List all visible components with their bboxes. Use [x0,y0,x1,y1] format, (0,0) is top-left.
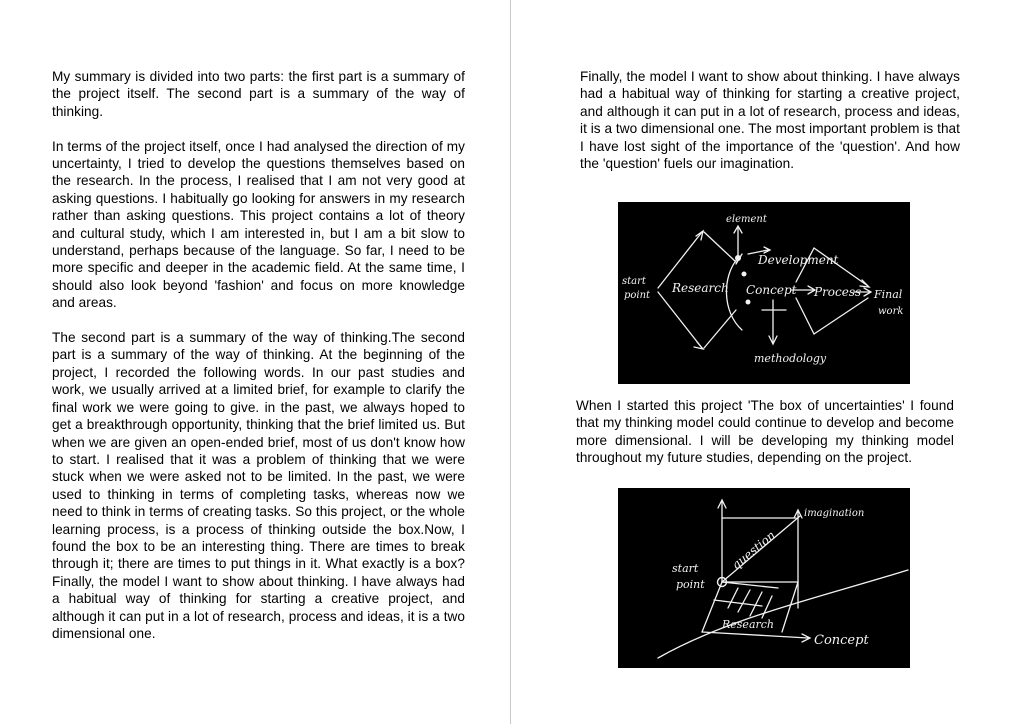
right-page-text-top [580,68,960,190]
right-page [512,0,1024,724]
sketch-2-start-label: start [672,562,699,575]
sketch-1-element-label: element [726,214,767,225]
left-page [0,0,511,724]
sketch-1-process-label: Process [814,285,862,299]
sketch-2-research-label: Research [722,618,775,631]
sketch-1-research-label: Research [672,281,729,295]
left-page-text [52,68,465,660]
paragraph-summary-intro: My summary is divided into two parts: the first part is a summary of the project itself. The second part is a summary of the way of thinking. [52,69,465,119]
sketch-1-methodology-label: methodology [754,352,827,365]
paragraph-thinking-model: Finally, the model I want to show about thinking. I have always had a habitual way of thinking for starting a creative project, and although it can put in a lot of research, process and ideas, it is a two dimensional one. The most important problem is that I have lost sight of the importance of the 'question'. And how the 'question' fuels our imagination. [580,69,960,172]
sketch-1-concept-label: Concept [746,283,797,297]
sketch-1-final-label: Final [874,288,903,301]
paragraph-box-of-uncertainties: When I started this project 'The box of uncertainties' I found that my thinking model could continue to develop and become more dimensional. I will be developing my thinking model throughout my future studies, depending on the project. [576,398,954,466]
sketch-1-drawing [618,202,910,384]
sketch-1-work-label: work [878,306,904,317]
sketch-2-question-label: question [728,527,778,573]
sketch-1-development-label: Development [758,253,839,267]
paragraph-thinking-summary: The second part is a summary of the way of thinking.The second part is a summary of the way of thinking. At the beginning of the project, I recorded the following words. In our past studies and work, we usually arrived at a limited brief, for example to clarify the final work we were going to give. in the past, we always hoped to get a breakthrough opportunity, thinking that the brief limited us. But when we are given an open-ended brief, most of us don't know how to start. I realised that it was a problem of thinking that we were stuck when we were asked not to be limited. In the past, we were used to thinking in terms of completing tasks, whereas now we need to think in terms of creating tasks. So this project, or the whole learning process, is a process of thinking outside the box.Now, I found the box to be an interesting thing. There are times to break through it; there are times to put things in it. What exactly is a box?Finally, the model I want to show about thinking. I have always had a habitual way of thinking for starting a creative project, and although it can put in a lot of research, process and ideas, it is a two dimensional one. [52,330,465,641]
two-dimensional-model-sketch [618,202,910,384]
sketch-1-start-label: start [622,276,646,287]
sketch-2-concept-label: Concept [814,633,869,648]
sketch-2-imagination-label: imagination [804,508,865,519]
sketch-2-point-label: point [676,578,705,591]
right-page-text-bottom [576,397,954,484]
sketch-2-drawing [618,488,910,668]
page-divider [510,0,511,724]
paragraph-project-summary: In terms of the project itself, once I had analysed the direction of my uncertainty, I tried to develop the questions themselves based on the research. In the process, I realised that I am not very good at asking questions. I habitually go looking for answers in my research rather than asking questions. This project contains a lot of theory and cultural study, which I am interested in, but I am a bit slow to understand, perhaps because of the language. So far, I need to be more specific and deeper in the academic field. At the same time, I should also look beyond 'fashion' and focus on more knowledge and areas. [52,138,465,311]
three-dimensional-model-sketch [618,488,910,668]
sketch-1-point-label: point [624,290,651,301]
